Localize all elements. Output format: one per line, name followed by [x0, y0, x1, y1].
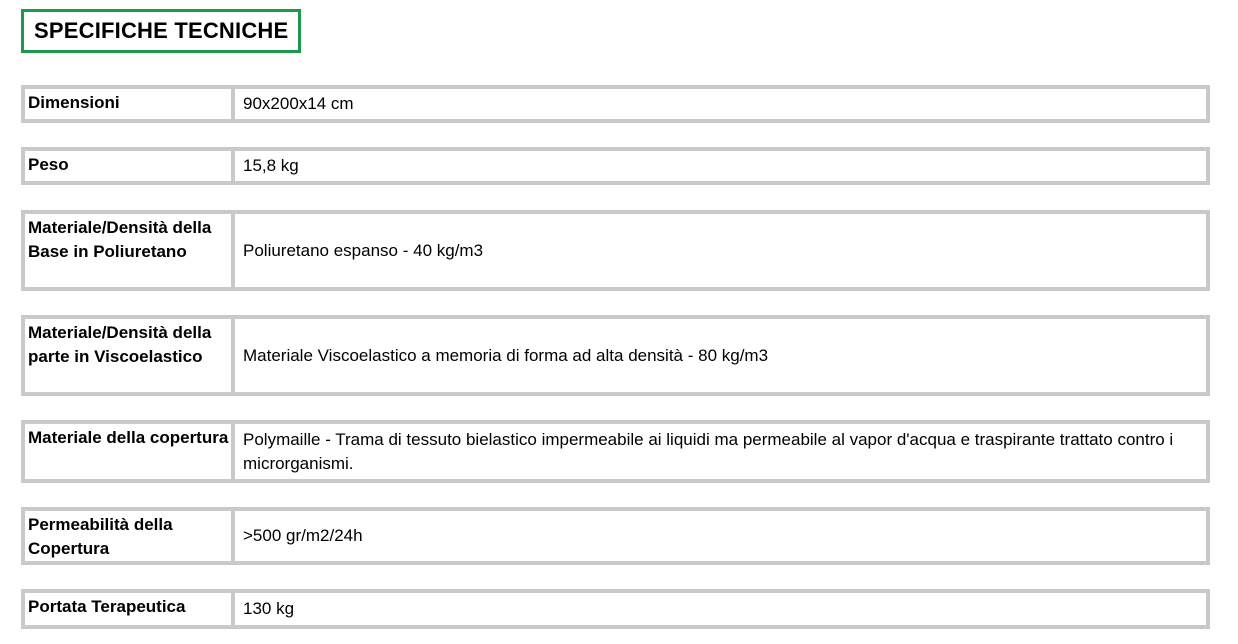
spec-row-dimensioni: [21, 85, 1210, 123]
spec-value: 90x200x14 cm: [243, 94, 354, 113]
spec-label: Materiale/Densità della Base in Poliuretano: [25, 214, 235, 287]
spec-label: Materiale della copertura: [25, 424, 235, 479]
spec-label: Dimensioni: [25, 89, 235, 119]
spec-row-viscoelastico: [21, 315, 1210, 396]
spec-label: Portata Terapeutica: [25, 593, 235, 625]
spec-label: Peso: [25, 151, 235, 181]
spec-row-permeabilita: [21, 507, 1210, 565]
spec-value: Materiale Viscoelastico a memoria di forma ad alta densità - 80 kg/m3: [243, 345, 769, 365]
spec-value: 15,8 kg: [243, 156, 299, 175]
spec-value: Polymaille - Trama di tessuto bielastico impermeabile ai liquidi ma permeabile al vapor d'acqua e traspirante trattato contro i microrganismi.: [243, 430, 1174, 473]
spec-row-base-poliuretano: [21, 210, 1210, 291]
spec-label: Permeabilità della Copertura: [25, 511, 235, 561]
spec-row-portata: [21, 589, 1210, 629]
spec-value: >500 gr/m2/24h: [243, 526, 363, 545]
spec-label: Materiale/Densità della parte in Viscoelastico: [25, 319, 235, 392]
page-title: SPECIFICHE TECNICHE: [21, 9, 301, 53]
spec-value: Poliuretano espanso - 40 kg/m3: [243, 240, 484, 260]
spec-row-copertura: [21, 420, 1210, 483]
spec-value: 130 kg: [243, 599, 295, 618]
spec-row-peso: [21, 147, 1210, 185]
